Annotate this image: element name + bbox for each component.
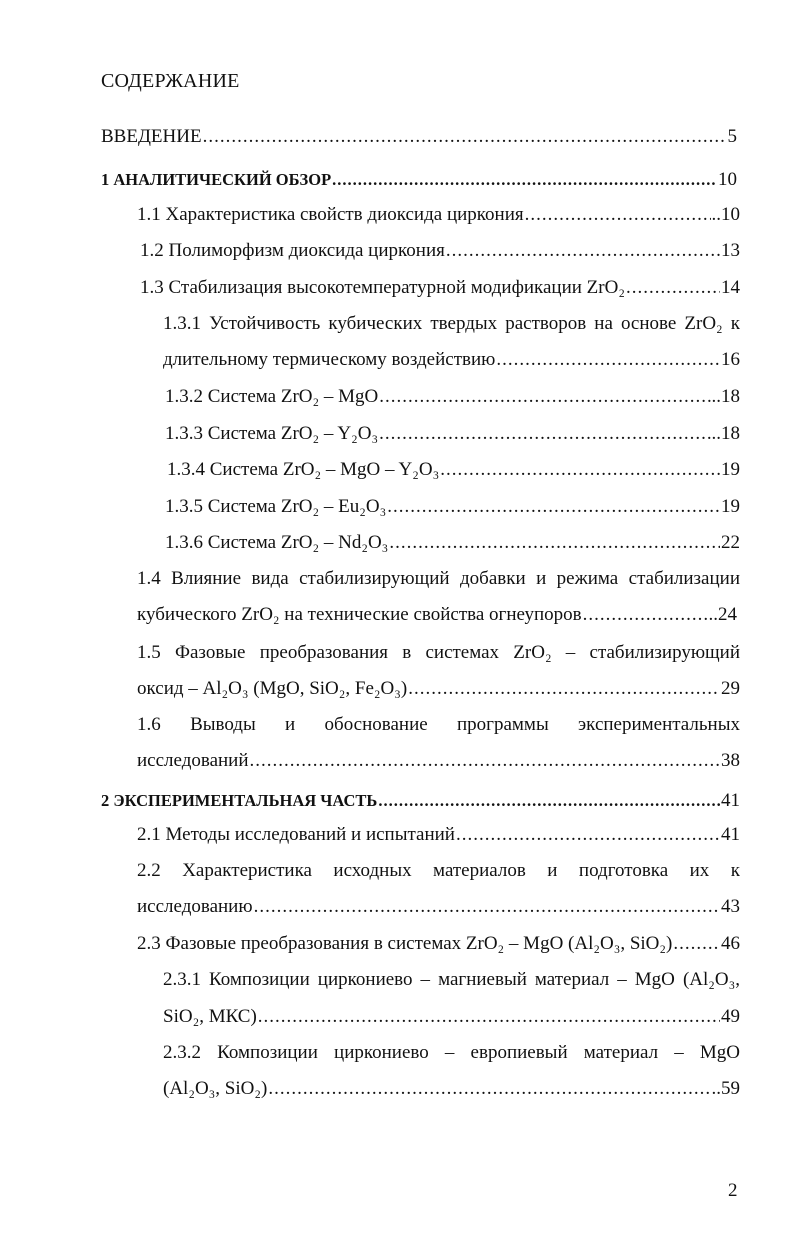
toc-entry-title: 1.3 Стабилизация высокотемпературной модификации ZrO₂ bbox=[140, 277, 625, 298]
toc-entry-page: 10 bbox=[718, 169, 737, 190]
toc-entry-page: ..24 bbox=[708, 604, 737, 625]
toc-entry-1-3-4 bbox=[167, 458, 740, 482]
toc-entry-section-2 bbox=[101, 789, 740, 813]
toc-leader bbox=[389, 531, 720, 555]
toc-entry-title: SiO₂, МКС) bbox=[163, 1006, 257, 1027]
toc-entry-page: 22 bbox=[721, 532, 740, 553]
toc-entry-title: 1.3.6 Система ZrO₂ – Nd₂O₃ bbox=[165, 532, 389, 553]
toc-entry-page: ..18 bbox=[711, 386, 740, 407]
toc-entry-1-5-line1: 1.5 Фазовые преобразования в системах ZrO₂ – стабилизирующий bbox=[137, 642, 740, 663]
toc-entry-1-6 bbox=[137, 749, 740, 773]
toc-entry-page: 13 bbox=[721, 240, 740, 261]
toc-entry-2-2 bbox=[137, 895, 740, 919]
toc-entry-1-3-1-line1: 1.3.1 Устойчивость кубических твердых растворов на основе ZrO₂ к bbox=[163, 313, 740, 334]
toc-leader bbox=[496, 348, 720, 372]
toc-entry-2-3-2 bbox=[163, 1077, 740, 1101]
toc-entry-title: 1.3.4 Система ZrO₂ – MgO – Y₂O₃ bbox=[167, 459, 440, 480]
toc-entry-section-1 bbox=[101, 168, 737, 192]
toc-entry-page: 38 bbox=[721, 750, 740, 771]
toc-entry-page: ..18 bbox=[711, 423, 740, 444]
toc-entry-page: 43 bbox=[721, 896, 740, 917]
toc-leader bbox=[379, 385, 710, 409]
toc-entry-page: 46 bbox=[721, 933, 740, 954]
toc-leader bbox=[203, 125, 727, 149]
toc-entry-page: 29 bbox=[721, 678, 740, 699]
toc-entry-page: 19 bbox=[721, 459, 740, 480]
toc-entry-title: длительному термическому воздействию bbox=[163, 349, 496, 370]
toc-entry-title: 1.2 Полиморфизм диоксида циркония bbox=[140, 240, 445, 261]
toc-entry-1-3-1 bbox=[163, 348, 740, 372]
toc-entry-1-6-line1: 1.6 Выводы и обоснование программы экспериментальных bbox=[137, 714, 740, 735]
toc-leader bbox=[456, 823, 720, 847]
toc-entry-title: 2.1 Методы исследований и испытаний bbox=[137, 824, 455, 845]
toc-leader bbox=[525, 203, 711, 227]
toc-entry-page: 14 bbox=[721, 277, 740, 298]
toc-entry-title: оксид – Al₂O₃ (MgO, SiO₂, Fe₂O₃) bbox=[137, 678, 408, 699]
toc-leader bbox=[387, 495, 720, 519]
toc-leader bbox=[583, 603, 708, 627]
toc-entry-title: 1.3.5 Система ZrO₂ – Eu₂O₃ bbox=[165, 496, 387, 517]
toc-entry-title: 1.3.3 Система ZrO₂ – Y₂O₃ bbox=[165, 423, 379, 444]
toc-entry-page: 16 bbox=[721, 349, 740, 370]
toc-entry-2-1 bbox=[137, 823, 740, 847]
toc-entry-2-3 bbox=[137, 932, 740, 956]
toc-leader bbox=[254, 895, 720, 919]
toc-entry-2-3-1 bbox=[163, 1005, 740, 1029]
toc-entry-title: 2.3 Фазовые преобразования в системах ZrO₂ – MgO (Al₂O₃, SiO₂) bbox=[137, 933, 673, 954]
toc-entry-1-1 bbox=[137, 203, 740, 227]
toc-leader bbox=[408, 677, 720, 701]
toc-entry-1-2 bbox=[140, 239, 740, 263]
toc-entry-page: ..10 bbox=[711, 204, 740, 225]
toc-entry-title: (Al₂O₃, SiO₂) bbox=[163, 1078, 268, 1099]
toc-entry-page: 41 bbox=[721, 824, 740, 845]
toc-leader bbox=[332, 168, 717, 192]
toc-entry-1-3-2 bbox=[165, 385, 740, 409]
toc-entry-page: 5 bbox=[727, 126, 737, 147]
toc-entry-1-3-5 bbox=[165, 495, 740, 519]
toc-entry-2-3-1-line1: 2.3.1 Композиции циркониево – магниевый материал – MgO (Al₂O₃, bbox=[163, 969, 740, 990]
toc-entry-intro bbox=[101, 125, 737, 149]
page-title: СОДЕРЖАНИЕ bbox=[101, 70, 240, 92]
toc-entry-1-5 bbox=[137, 677, 740, 701]
toc-entry-page: 49 bbox=[721, 1006, 740, 1027]
page-number: 2 bbox=[728, 1180, 738, 1201]
toc-leader bbox=[626, 276, 720, 300]
toc-entry-1-3-3 bbox=[165, 422, 740, 446]
toc-entry-page: ..59 bbox=[711, 1078, 740, 1099]
toc-entry-page: 19 bbox=[721, 496, 740, 517]
toc-entry-1-3 bbox=[140, 276, 740, 300]
toc-entry-title: 2 ЭКСПЕРИМЕНТАЛЬНАЯ ЧАСТЬ bbox=[101, 791, 378, 810]
toc-leader bbox=[268, 1077, 710, 1101]
toc-leader bbox=[378, 789, 720, 813]
toc-leader bbox=[379, 422, 710, 446]
toc-entry-title: исследований bbox=[137, 750, 249, 771]
toc-entry-title: 1.3.2 Система ZrO₂ – MgO bbox=[165, 386, 379, 407]
toc-leader bbox=[446, 239, 720, 263]
toc-entry-2-2-line1: 2.2 Характеристика исходных материалов и подготовка их к bbox=[137, 860, 740, 881]
toc-entry-title: 1 АНАЛИТИЧЕСКИЙ ОБЗОР bbox=[101, 170, 332, 189]
toc-leader bbox=[258, 1005, 720, 1029]
toc-entry-1-4-line1: 1.4 Влияние вида стабилизирующий добавки и режима стабилизации bbox=[137, 568, 740, 589]
toc-leader bbox=[250, 749, 720, 773]
toc-entry-title: 1.1 Характеристика свойств диоксида циркония bbox=[137, 204, 524, 225]
toc-entry-1-4 bbox=[137, 603, 737, 627]
toc-entry-1-3-6 bbox=[165, 531, 740, 555]
toc-leader bbox=[673, 932, 720, 956]
toc-entry-title: исследованию bbox=[137, 896, 253, 917]
toc-entry-title: ВВЕДЕНИЕ bbox=[101, 126, 202, 147]
toc-entry-page: 41 bbox=[721, 790, 740, 811]
toc-entry-title: кубического ZrO₂ на технические свойства огнеупоров bbox=[137, 604, 582, 625]
toc-entry-2-3-2-line1: 2.3.2 Композиции циркониево – европиевый материал – MgO bbox=[163, 1042, 740, 1063]
toc-leader bbox=[440, 458, 720, 482]
